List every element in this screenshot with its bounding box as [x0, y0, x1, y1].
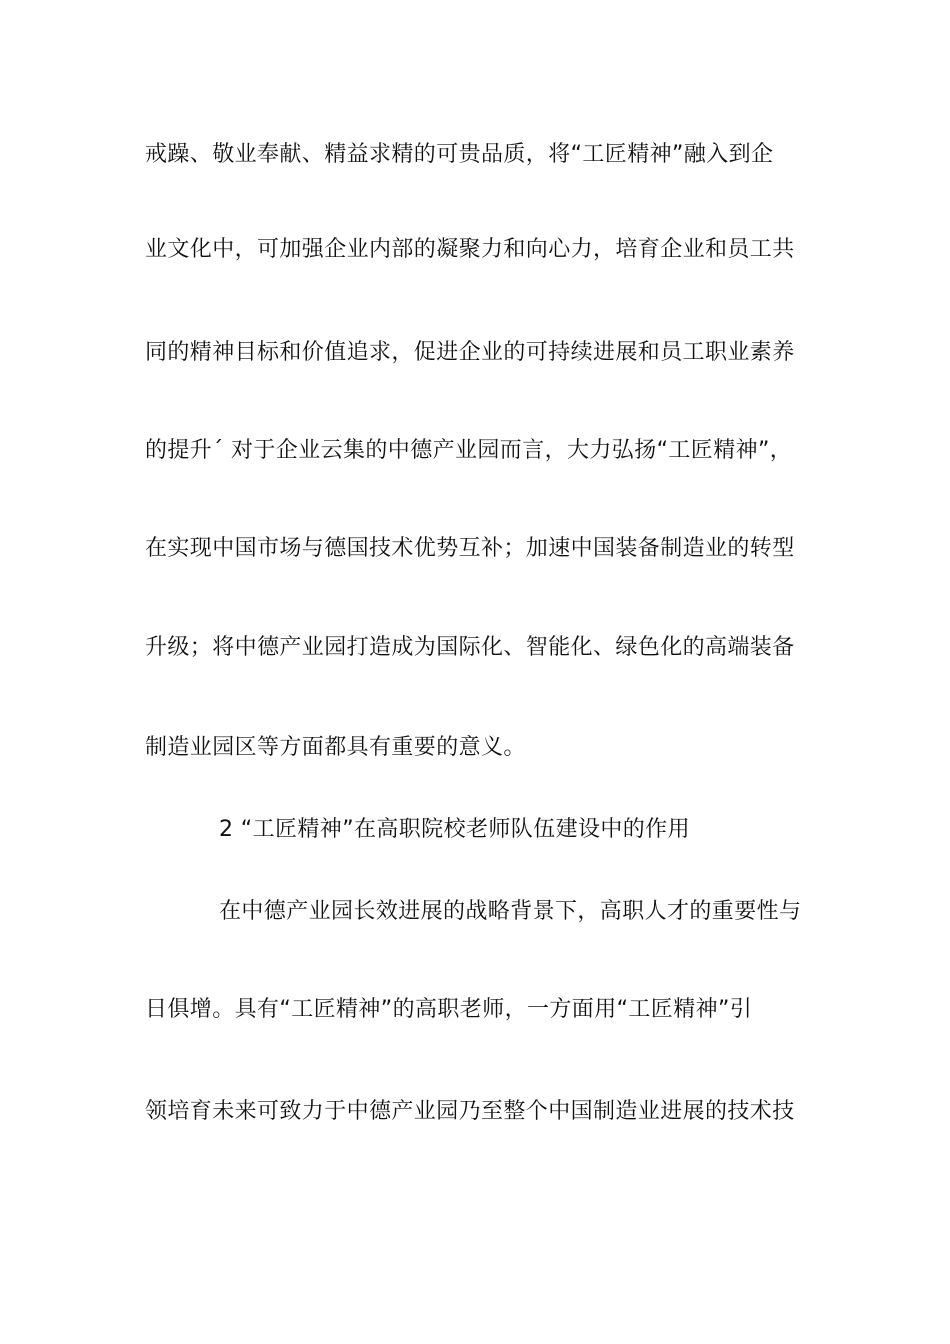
- paragraph-line: 在实现中国市场与德国技术优势互补；加速中国装备制造业的转型: [145, 536, 795, 561]
- paragraph-line: 领培育未来可致力于中德产业园乃至整个中国制造业进展的技术技: [145, 1099, 795, 1124]
- paragraph-line: 制造业园区等方面都具有重要的意义。: [145, 735, 526, 760]
- paragraph-line: 同的精神目标和价值追求，促进企业的可持续进展和员工职业素养: [145, 340, 795, 365]
- paragraph-line: 日俱增。具有“工匠精神”的高职老师，一方面用“工匠精神”引: [145, 997, 753, 1022]
- paragraph-line: 升级；将中德产业园打造成为国际化、智能化、绿色化的高端装备: [145, 635, 795, 660]
- paragraph-line: 的提升´ 对于企业云集的中德产业园而言，大力弘扬“工匠精神”，: [145, 438, 793, 463]
- paragraph-line: 业文化中，可加强企业内部的凝聚力和向心力，培育企业和员工共: [145, 237, 795, 262]
- paragraph-line: 在中德产业园长效进展的战略背景下，高职人才的重要性与: [219, 899, 802, 924]
- paragraph-line: 戒躁、敬业奉献、精益求精的可贵品质，将“工匠精神”融入到企: [145, 142, 774, 167]
- section-heading: 2 “工匠精神”在高职院校老师队伍建设中的作用: [219, 817, 690, 842]
